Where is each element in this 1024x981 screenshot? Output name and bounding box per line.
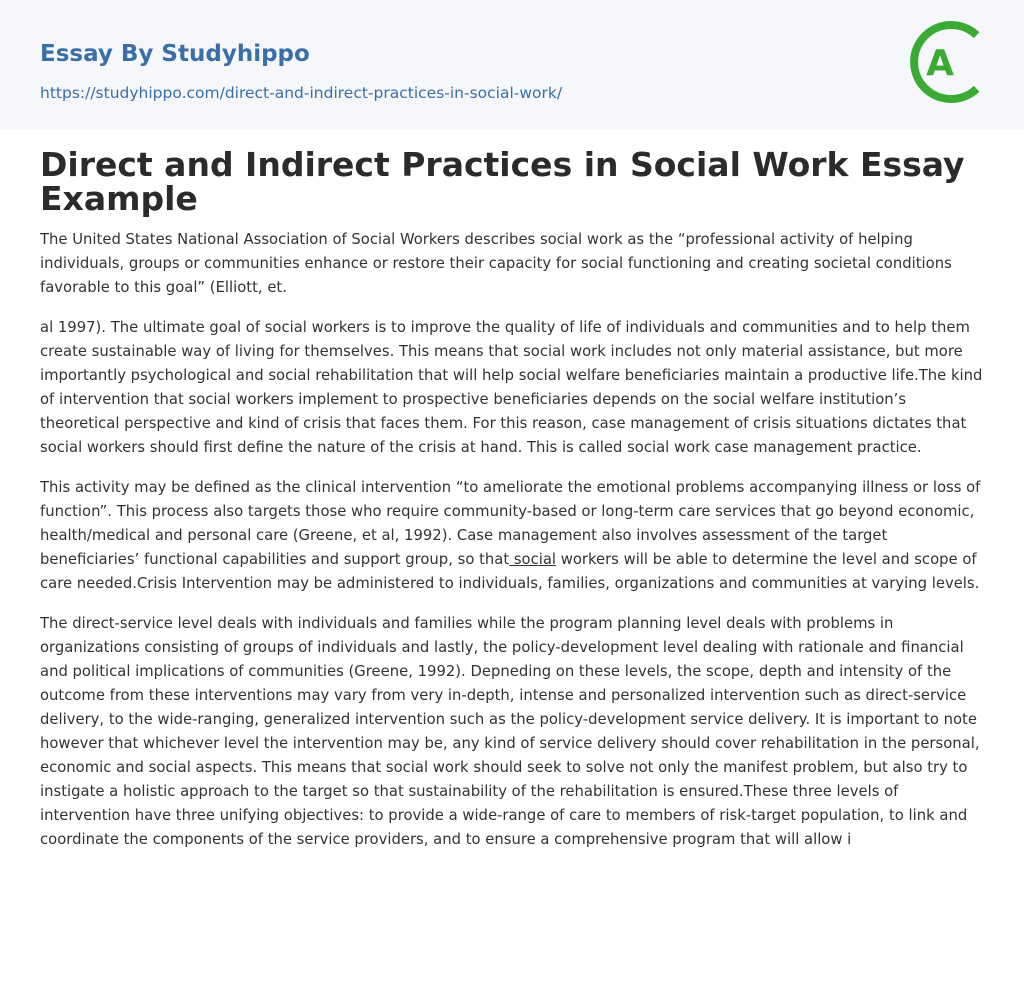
source-url-link[interactable]: https://studyhippo.com/direct-and-indirect-practices-in-social-work/ [40,84,563,102]
paragraph-2: al 1997). The ultimate goal of social workers is to improve the quality of life of individuals and communities and to help them create sustainable way of living for themselves. This means that social work includes not only material assistance, but more importantly psychological and social rehabilitation that will help social welfare beneficiaries maintain a productive life.The kind of intervention that social workers implement to prospective beneficiaries depends on the social welfare institution’s theoretical perspective and kind of crisis that faces them. For this reason, case management of crisis situations dictates that social workers should first define the nature of the crisis at hand. This is called social work case management practice. [40,319,983,456]
site-title[interactable]: Essay By Studyhippo [40,41,310,67]
social-link[interactable]: social [509,551,557,568]
logo-letter: A [926,43,954,84]
paragraph-3-text-start: This activity may be defined as the clinical intervention “to ameliorate the emotional problems accompanying illness or loss of function”. This process also targets those who require community-based or long-term care services that go beyond economic, health/medical and personal care (Greene, et al, 1992). Case management also involves assessment of the target beneficiaries’ functional capabilities and support group, so that [40,479,981,568]
site-header [0,0,1024,129]
paragraph-3-text-end: workers will be able to determine the level and scope of care needed.Crisis Intervention may be administered to individuals, families, organizations and communities at varying levels. [40,551,980,592]
paragraph-1: The United States National Association of Social Workers describes social work as the “professional activity of helping individuals, groups or communities enhance or restore their capacity for social functioning and creating societal conditions favorable to this goal” (Elliott, et. [40,231,952,296]
paragraph-4: The direct-service level deals with individuals and families while the program planning level deals with problems in organizations consisting of groups of individuals and lastly, the policy-development level dealing with rationale and financial and political implications of communities (Greene, 1992). Depneding on these levels, the scope, depth and intensity of the outcome from these interventions may vary from very in-depth, intense and personalized intervention such as direct-service delivery, to the wide-ranging, generalized intervention such as the policy-development service delivery. It is important to note however that whichever level the intervention may be, any kind of service delivery should cover rehabilitation in the personal, economic and social aspects. This means that social work should seek to solve not only the manifest problem, but also try to instigate a holistic approach to the target so that sustainability of the rehabilitation is ensured.These three levels of intervention have three unifying objectives: to provide a wide-range of care to members of risk-target population, to link and coordinate the components of the service providers, and to ensure a comprehensive program that will allow i [40,615,980,848]
paragraph-3 [40,476,984,596]
page-title: Direct and Indirect Practices in Social Work Essay Example [40,145,965,218]
article [40,145,984,868]
studyhippo-logo-icon[interactable] [910,18,988,106]
